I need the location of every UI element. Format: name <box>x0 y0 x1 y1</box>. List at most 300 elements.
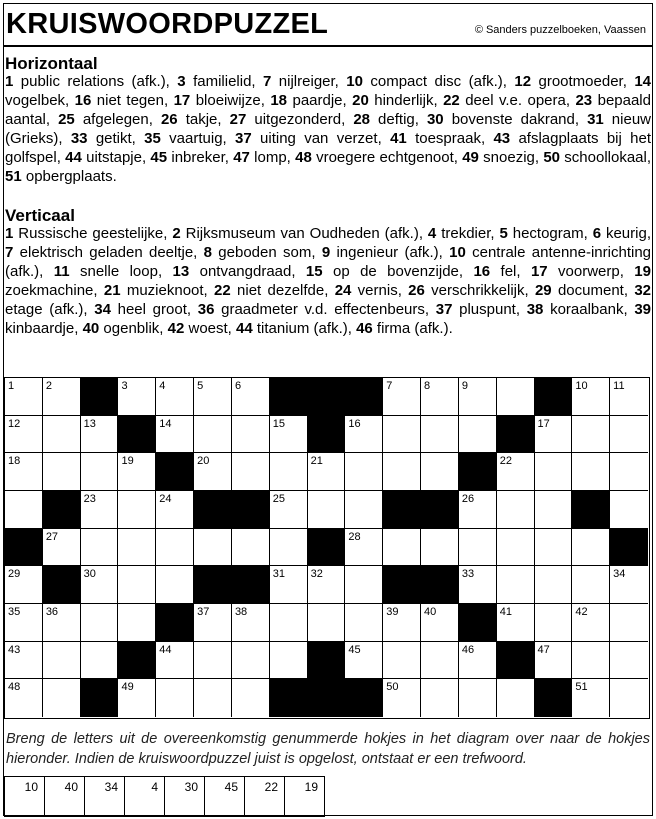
grid-cell[interactable] <box>308 453 346 491</box>
grid-cell[interactable] <box>421 416 459 454</box>
clue-number: 41 <box>390 129 407 147</box>
clue-text: snoezig, <box>478 148 544 166</box>
grid-cell[interactable] <box>43 529 81 567</box>
clue-number: 43 <box>493 129 511 147</box>
grid-cell[interactable] <box>383 679 421 717</box>
cell-number: 35 <box>8 606 21 618</box>
clue-number: 50 <box>543 148 561 166</box>
clue-text: pluspunt, <box>452 300 527 318</box>
black-cell <box>535 378 573 416</box>
grid-cell[interactable] <box>81 453 119 491</box>
clue-number: 30 <box>426 110 444 128</box>
grid-cell[interactable] <box>232 642 270 680</box>
grid-cell[interactable] <box>81 604 119 642</box>
cell-number: 20 <box>197 455 210 468</box>
puzzle-title: KRUISWOORDPUZZEL <box>6 8 329 40</box>
grid-cell[interactable] <box>118 529 156 567</box>
clue-number: 22 <box>443 91 460 109</box>
solution-box-number: 40 <box>64 780 78 794</box>
grid-cell[interactable] <box>81 529 119 567</box>
clue-number: 39 <box>634 300 652 318</box>
grid-cell[interactable] <box>572 529 610 567</box>
grid-cell[interactable] <box>572 679 610 717</box>
grid-cell[interactable] <box>383 529 421 567</box>
cell-number: 16 <box>348 417 361 430</box>
clue-number: 24 <box>334 281 352 299</box>
grid-cell[interactable] <box>232 679 270 717</box>
clue-number: 45 <box>150 148 168 166</box>
black-cell <box>572 491 610 529</box>
clue-text: op de bovenzijde, <box>322 262 474 280</box>
solution-box-number: 4 <box>151 780 158 794</box>
solution-box[interactable] <box>205 777 245 816</box>
cell-number: 42 <box>575 606 588 618</box>
grid-cell[interactable] <box>383 642 421 680</box>
grid-cell[interactable] <box>81 642 119 680</box>
grid-cell[interactable] <box>118 679 156 717</box>
grid-cell[interactable] <box>270 566 308 604</box>
solution-box[interactable] <box>165 777 205 816</box>
cell-number: 31 <box>272 568 285 581</box>
grid-cell[interactable] <box>5 453 43 491</box>
grid-cell[interactable] <box>610 453 648 491</box>
grid-cell[interactable] <box>345 566 383 604</box>
grid-cell[interactable] <box>81 566 119 604</box>
cell-number: 47 <box>537 643 550 656</box>
black-cell <box>43 566 81 604</box>
clue-number: 44 <box>65 148 82 166</box>
solution-box[interactable] <box>5 777 45 816</box>
grid-cell[interactable] <box>572 378 610 416</box>
clue-text: hectogram, <box>507 225 593 242</box>
clue-number: 36 <box>197 300 215 318</box>
black-cell <box>270 679 308 717</box>
solution-word-boxes <box>4 776 325 817</box>
grid-cell[interactable] <box>497 453 535 491</box>
clue-number: 16 <box>473 262 491 280</box>
clue-number: 29 <box>534 281 552 299</box>
clue-text: inbreker, <box>167 148 234 166</box>
cell-number: 29 <box>8 568 21 581</box>
black-cell <box>118 642 156 680</box>
grid-cell[interactable] <box>572 604 610 642</box>
grid-cell[interactable] <box>232 416 270 454</box>
solution-box[interactable] <box>285 777 325 816</box>
cell-number: 5 <box>197 380 204 392</box>
clue-number: 8 <box>203 243 212 261</box>
cell-number: 18 <box>8 455 21 468</box>
grid-cell[interactable] <box>497 604 535 642</box>
grid-cell[interactable] <box>308 491 346 529</box>
black-cell <box>421 566 459 604</box>
vertical-clues-section <box>5 206 651 338</box>
black-cell <box>345 679 383 717</box>
clue-text: deel v.e. opera, <box>459 91 576 109</box>
clue-text: heel groot, <box>110 300 198 318</box>
clue-number: 7 <box>5 243 14 261</box>
clue-number: 10 <box>346 73 363 90</box>
clue-number: 1 <box>5 225 14 242</box>
black-cell <box>308 378 346 416</box>
clue-number: 42 <box>167 319 185 337</box>
grid-cell[interactable] <box>5 604 43 642</box>
clue-number: 33 <box>70 129 88 147</box>
clue-text: compact disc (afk.), <box>362 73 515 90</box>
cell-number: 24 <box>159 493 172 505</box>
grid-cell[interactable] <box>535 642 573 680</box>
grid-cell[interactable] <box>345 416 383 454</box>
vertical-clue-list <box>5 225 651 338</box>
clue-number: 48 <box>295 148 312 166</box>
clue-text: vroegere echtgenoot, <box>311 148 463 166</box>
clue-text: uiting van verzet, <box>251 129 391 147</box>
cell-number: 21 <box>310 455 323 468</box>
clue-number: 2 <box>172 225 181 242</box>
clue-text: takje, <box>177 110 230 128</box>
black-cell <box>194 491 232 529</box>
grid-cell[interactable] <box>43 453 81 491</box>
black-cell <box>383 491 421 529</box>
grid-cell[interactable] <box>459 642 497 680</box>
clue-number: 17 <box>530 262 548 280</box>
grid-cell[interactable] <box>421 453 459 491</box>
cell-number: 1 <box>8 380 15 392</box>
grid-cell[interactable] <box>118 491 156 529</box>
clue-number: 26 <box>408 281 425 299</box>
clue-text: keurig, <box>601 225 651 242</box>
clue-number: 47 <box>233 148 250 166</box>
grid-cell[interactable] <box>535 453 573 491</box>
grid-cell[interactable] <box>194 529 232 567</box>
clue-number: 10 <box>449 243 466 261</box>
grid-cell[interactable] <box>497 529 535 567</box>
clue-number: 4 <box>427 225 437 242</box>
clue-text: snelle loop, <box>69 262 173 280</box>
grid-cell[interactable] <box>5 679 43 717</box>
grid-cell[interactable] <box>118 378 156 416</box>
clue-number: 26 <box>160 110 178 128</box>
grid-cell[interactable] <box>194 679 232 717</box>
grid-cell[interactable] <box>5 566 43 604</box>
black-cell <box>156 453 194 491</box>
grid-cell[interactable] <box>270 491 308 529</box>
black-cell <box>383 566 421 604</box>
publisher-credit: © Sanders puzzelboeken, Vaassen <box>474 24 646 36</box>
black-cell <box>459 604 497 642</box>
grid-cell[interactable] <box>194 604 232 642</box>
clue-number: 25 <box>58 110 75 128</box>
cell-number: 45 <box>348 643 361 656</box>
grid-cell[interactable] <box>572 642 610 680</box>
clue-text: graadmeter v.d. effectenbeurs, <box>214 300 436 318</box>
clue-text: opbergplaats. <box>21 167 117 185</box>
clue-text: vernis, <box>351 281 409 299</box>
grid-cell[interactable] <box>43 416 81 454</box>
clue-number: 46 <box>356 319 373 337</box>
grid-cell[interactable] <box>156 566 194 604</box>
grid-cell[interactable] <box>270 529 308 567</box>
clue-text: muzieknoot, <box>120 281 215 299</box>
clue-text: bloeiwijze, <box>190 91 271 109</box>
clue-text: bepaald aantal, <box>5 91 651 128</box>
horizontal-clue-list <box>5 73 651 186</box>
cell-number: 30 <box>83 568 96 581</box>
grid-cell[interactable] <box>232 378 270 416</box>
grid-cell[interactable] <box>421 378 459 416</box>
grid-cell[interactable] <box>156 642 194 680</box>
grid-cell[interactable] <box>610 604 648 642</box>
clue-number: 37 <box>235 129 252 147</box>
grid-cell[interactable] <box>270 416 308 454</box>
clue-text: niet dezelfde, <box>230 281 335 299</box>
cell-number: 28 <box>348 530 361 543</box>
instruction-text: Breng de letters uit de overeenkomstig genummerde hokjes in het diagram over naar de hokjes hieronder. Indien de kruiswoordpuzzel juist is opgelost, ontstaat er een trefwoord. <box>6 731 650 767</box>
cell-number: 8 <box>424 380 431 392</box>
black-cell <box>194 566 232 604</box>
grid-cell[interactable] <box>572 416 610 454</box>
grid-cell[interactable] <box>572 453 610 491</box>
clue-number: 13 <box>172 262 190 280</box>
grid-cell[interactable] <box>232 604 270 642</box>
black-cell <box>270 378 308 416</box>
clue-number: 19 <box>634 262 651 280</box>
grid-cell[interactable] <box>383 453 421 491</box>
clue-text: firma (afk.). <box>372 319 453 337</box>
grid-cell[interactable] <box>156 378 194 416</box>
grid-cell[interactable] <box>421 604 459 642</box>
clue-text: hinderlijk, <box>368 91 444 109</box>
black-cell <box>308 642 346 680</box>
clue-number: 51 <box>5 167 22 185</box>
black-cell <box>497 416 535 454</box>
black-cell <box>5 529 43 567</box>
grid-cell[interactable] <box>421 529 459 567</box>
clue-number: 35 <box>144 129 161 147</box>
grid-cell[interactable] <box>43 642 81 680</box>
solution-box-number: 22 <box>264 780 278 794</box>
clue-number: 34 <box>94 300 111 318</box>
clue-text: ontvangdraad, <box>189 262 306 280</box>
solution-box[interactable] <box>245 777 285 816</box>
cell-number: 38 <box>234 606 248 618</box>
grid-cell[interactable] <box>610 642 648 680</box>
cell-number: 44 <box>159 643 172 656</box>
grid-cell[interactable] <box>535 491 573 529</box>
clue-text: toespraak, <box>406 129 494 147</box>
grid-cell[interactable] <box>194 642 232 680</box>
clue-number: 20 <box>352 91 369 109</box>
solution-box-number: 45 <box>224 780 238 794</box>
clue-text: titanium (afk.), <box>252 319 357 337</box>
cell-number: 26 <box>461 493 475 505</box>
black-cell <box>421 491 459 529</box>
clue-number: 27 <box>229 110 247 128</box>
cell-number: 9 <box>461 380 468 392</box>
grid-cell[interactable] <box>572 566 610 604</box>
clue-text: verschrikkelijk, <box>424 281 535 299</box>
cell-number: 10 <box>575 380 588 392</box>
grid-cell[interactable] <box>156 529 194 567</box>
black-cell <box>43 491 81 529</box>
grid-cell[interactable] <box>459 566 497 604</box>
clue-text: geboden som, <box>212 243 322 261</box>
clue-text: etage (afk.), <box>5 300 95 318</box>
clue-number: 14 <box>634 73 651 90</box>
grid-cell[interactable] <box>43 378 81 416</box>
cell-number: 37 <box>197 606 210 618</box>
clue-text: woest, <box>184 319 237 337</box>
clue-number: 16 <box>74 91 92 109</box>
grid-cell[interactable] <box>5 378 43 416</box>
clue-text: vaartuig, <box>160 129 236 147</box>
horizontal-heading: Horizontaal <box>5 54 98 73</box>
grid-cell[interactable] <box>535 604 573 642</box>
black-cell <box>156 604 194 642</box>
clue-text: centrale antenne-inrichting (afk.), <box>5 243 652 280</box>
title-divider <box>3 45 653 47</box>
clue-text: voorwerp, <box>547 262 635 280</box>
grid-cell[interactable] <box>81 491 119 529</box>
black-cell <box>308 679 346 717</box>
solution-box[interactable] <box>125 777 165 816</box>
clue-number: 31 <box>587 110 604 128</box>
cell-number: 6 <box>234 380 242 392</box>
grid-cell[interactable] <box>610 679 648 717</box>
grid-cell[interactable] <box>497 679 535 717</box>
cell-number: 17 <box>537 417 550 430</box>
clue-text: koraalbank, <box>543 300 635 318</box>
cell-number: 48 <box>8 681 21 694</box>
grid-cell[interactable] <box>156 491 194 529</box>
clue-text: familielid, <box>185 73 264 90</box>
clue-text: schoollokaal, <box>560 148 652 166</box>
grid-cell[interactable] <box>194 416 232 454</box>
grid-cell[interactable] <box>345 642 383 680</box>
grid-cell[interactable] <box>497 378 535 416</box>
grid-cell[interactable] <box>421 642 459 680</box>
grid-cell[interactable] <box>345 491 383 529</box>
cell-number: 4 <box>159 380 166 392</box>
black-cell <box>535 679 573 717</box>
grid-cell[interactable] <box>535 416 573 454</box>
grid-cell[interactable] <box>459 679 497 717</box>
solution-box[interactable] <box>45 777 85 816</box>
clue-text: nijlreiger, <box>271 73 347 90</box>
cell-number: 33 <box>461 568 475 581</box>
grid-cell[interactable] <box>5 491 43 529</box>
grid-cell[interactable] <box>459 529 497 567</box>
clue-text: afslagplaats bij het golfspel, <box>5 129 651 166</box>
grid-cell[interactable] <box>81 416 119 454</box>
grid-cell[interactable] <box>118 604 156 642</box>
cell-number: 23 <box>83 493 96 505</box>
black-cell <box>81 679 119 717</box>
solution-box-number: 10 <box>24 780 38 794</box>
grid-cell[interactable] <box>610 378 648 416</box>
clue-text: deftig, <box>370 110 427 128</box>
grid-cell[interactable] <box>232 529 270 567</box>
cell-number: 2 <box>45 380 52 392</box>
grid-cell[interactable] <box>118 453 156 491</box>
cell-number: 34 <box>613 568 626 581</box>
black-cell <box>308 529 346 567</box>
grid-cell[interactable] <box>194 453 232 491</box>
grid-cell[interactable] <box>497 491 535 529</box>
clue-number: 3 <box>177 73 186 90</box>
grid-cell[interactable] <box>535 566 573 604</box>
clue-number: 1 <box>5 73 14 90</box>
cell-number: 11 <box>613 380 625 392</box>
cell-number: 25 <box>272 493 285 505</box>
cell-number: 49 <box>121 681 134 694</box>
grid-cell[interactable] <box>459 416 497 454</box>
cell-number: 46 <box>461 643 475 656</box>
clue-number: 7 <box>263 73 272 90</box>
clue-number: 9 <box>321 243 331 261</box>
grid-cell[interactable] <box>421 679 459 717</box>
grid-cell[interactable] <box>270 604 308 642</box>
cell-number: 27 <box>45 530 59 543</box>
cell-number: 22 <box>499 455 512 468</box>
grid-cell[interactable] <box>345 453 383 491</box>
grid-cell[interactable] <box>156 416 194 454</box>
clue-text: uitgezonderd, <box>246 110 354 128</box>
grid-cell[interactable] <box>383 378 421 416</box>
grid-cell[interactable] <box>156 679 194 717</box>
grid-cell[interactable] <box>270 453 308 491</box>
clue-number: 5 <box>499 225 508 242</box>
grid-cell[interactable] <box>459 491 497 529</box>
clue-number: 12 <box>514 73 532 90</box>
clue-text: trekdier, <box>436 225 500 242</box>
clue-text: afgelegen, <box>74 110 161 128</box>
grid-cell[interactable] <box>345 604 383 642</box>
black-cell <box>232 491 270 529</box>
grid-cell[interactable] <box>308 566 346 604</box>
grid-cell[interactable] <box>270 642 308 680</box>
black-cell <box>497 642 535 680</box>
grid-cell[interactable] <box>118 566 156 604</box>
black-cell <box>308 416 346 454</box>
grid-cell[interactable] <box>459 378 497 416</box>
grid-cell[interactable] <box>43 679 81 717</box>
clue-text: public relations (afk.), <box>13 73 178 90</box>
grid-cell[interactable] <box>535 529 573 567</box>
cell-number: 12 <box>8 417 21 430</box>
cell-number: 19 <box>121 455 134 468</box>
grid-cell[interactable] <box>194 378 232 416</box>
clue-number: 44 <box>236 319 253 337</box>
grid-cell[interactable] <box>610 566 648 604</box>
horizontal-clues-section <box>5 54 651 186</box>
solution-box[interactable] <box>85 777 125 816</box>
grid-cell[interactable] <box>5 416 43 454</box>
black-cell <box>459 453 497 491</box>
grid-cell[interactable] <box>610 491 648 529</box>
grid-cell[interactable] <box>497 566 535 604</box>
grid-cell[interactable] <box>610 416 648 454</box>
grid-cell[interactable] <box>383 604 421 642</box>
grid-cell[interactable] <box>383 416 421 454</box>
grid-cell[interactable] <box>345 529 383 567</box>
black-cell <box>118 416 156 454</box>
grid-cell[interactable] <box>43 604 81 642</box>
grid-cell[interactable] <box>5 642 43 680</box>
clue-text: paardje, <box>287 91 353 109</box>
grid-cell[interactable] <box>232 453 270 491</box>
grid-cell[interactable] <box>308 604 346 642</box>
clue-number: 49 <box>462 148 479 166</box>
